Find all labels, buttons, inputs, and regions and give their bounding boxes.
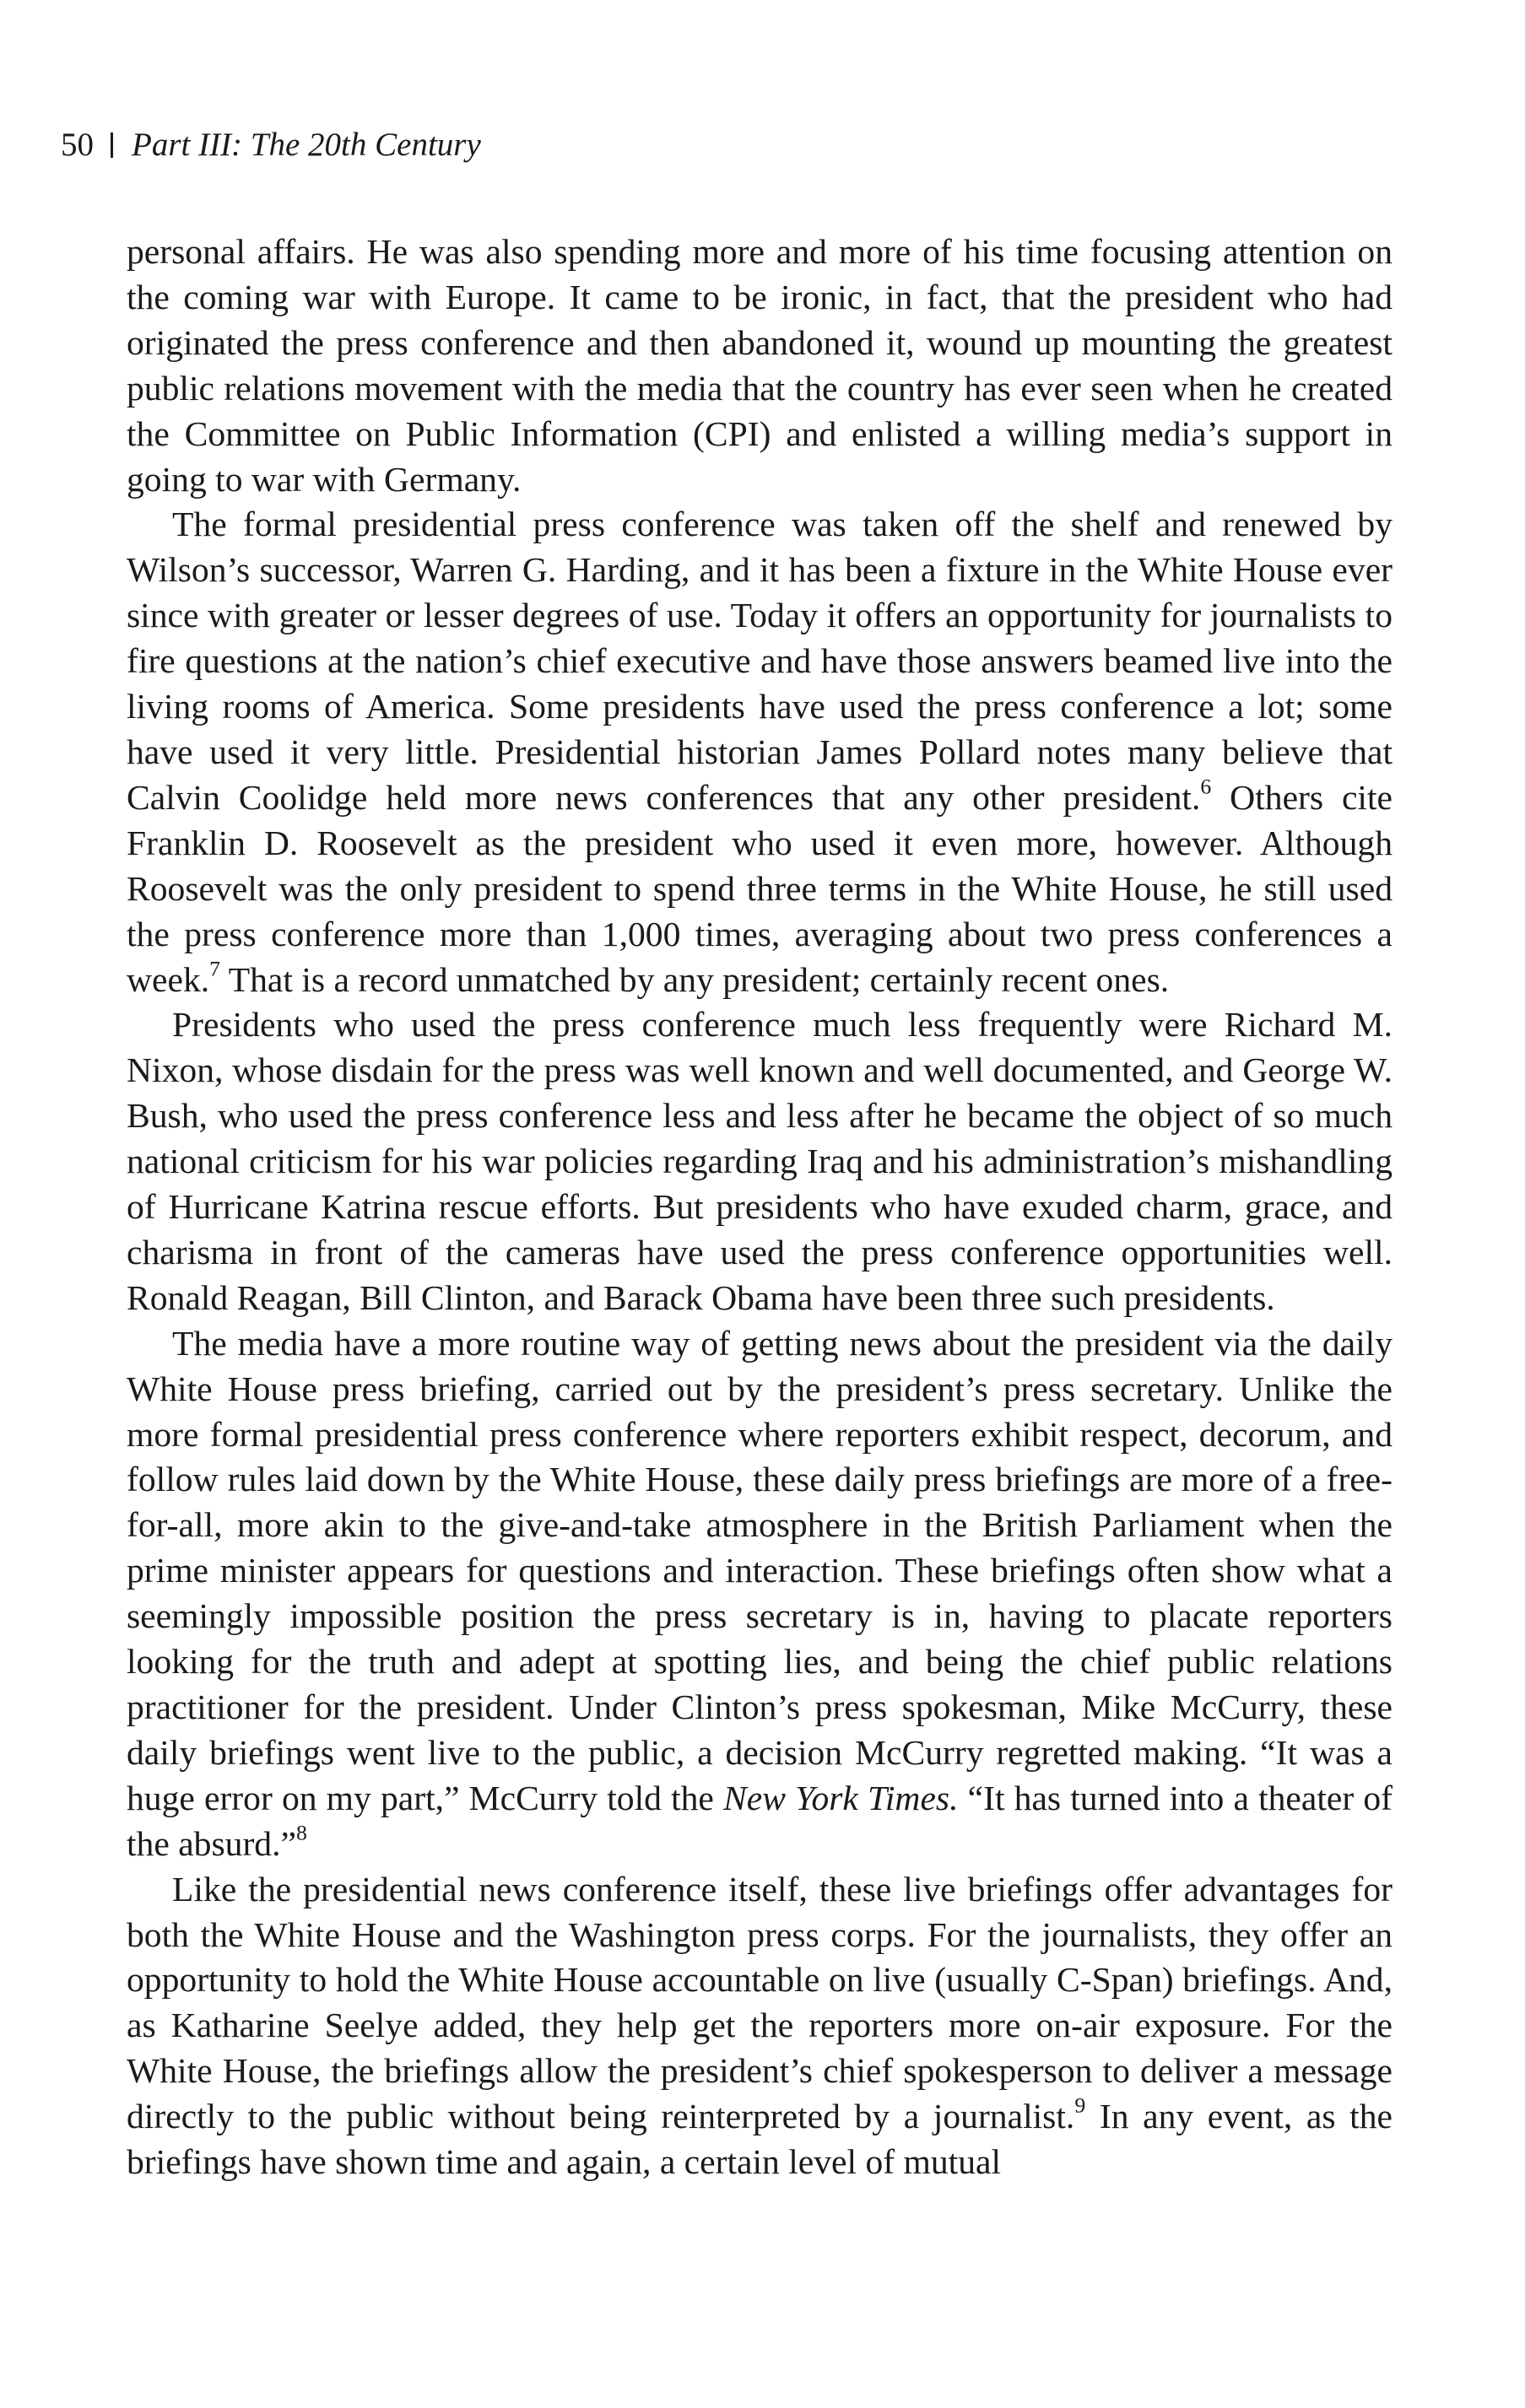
italic-text: New York Times. xyxy=(723,1778,959,1817)
text-segment: That is a record unmatched by any president; certainly recent ones. xyxy=(220,959,1170,999)
text-segment: “It has turned into a theater of the absurd.” xyxy=(127,1778,1393,1863)
body-text xyxy=(127,229,1393,2185)
paragraph xyxy=(127,1002,1393,1320)
footnote-ref: 6 xyxy=(1200,774,1212,799)
paragraph xyxy=(127,229,1393,502)
running-title: Part III: The 20th Century xyxy=(132,127,481,163)
text-segment: personal affairs. He was also spending more and more of his time focusing attention on the coming war with Europe. It came to be ironic, in fact, that the president who had originated the press conference and then abandoned it, wound up mounting the greatest public relations movement with the media that the country has ever seen when he created the Committee on Public Information (CPI) and enlisted a willing media’s support in going to war with Germany. xyxy=(127,232,1393,499)
paragraph xyxy=(127,1321,1393,1867)
paragraph xyxy=(127,1867,1393,2185)
text-segment: Like the presidential news conference itself, these live briefings offer advantages for both the White House and the Washington press corps. For the journalists, they offer an opportunity to hold the White House accountable on live (usually C-Span) briefings. And, as Katharine Seelye added, they help get the reporters more on-air exposure. For the White House, the briefings allow the president’s chief spokesperson to deliver a message directly to the public without being reinterpreted by a journalist. xyxy=(127,1869,1393,2136)
paragraph xyxy=(127,502,1393,1002)
footnote-ref: 8 xyxy=(295,1820,307,1845)
footnote-ref: 7 xyxy=(209,955,221,980)
text-segment: The media have a more routine way of getting news about the president via the daily White House press briefing, carried out by the president’s press secretary. Unlike the more formal presidential press conference where reporters exhibit respect, decorum, and follow rules laid down by the White House, these daily press briefings are more of a free-for-all, more akin to the give-and-take atmosphere in the British Parliament when the prime minister appears for questions and interaction. These briefings often show what a seemingly impossible position the press secretary is in, having to placate reporters looking for the truth and adept at spotting lies, and being the chief public relations practitioner for the president. Under Clinton’s press spokesman, Mike McCurry, these daily briefings went live to the public, a decision McCurry regretted making. “It was a huge error on my part,” McCurry told the xyxy=(127,1323,1393,1817)
text-segment: In any event, as the briefings have shown time and again, a certain level of mutual xyxy=(127,2097,1393,2182)
text-segment: The formal presidential press conference was taken off the shelf and renewed by Wilson’s successor, Warren G. Harding, and it has been a fixture in the White House ever since with greater or lesser degrees of use. Today it offers an opportunity for journalists to fire questions at the nation’s chief executive and have those answers beamed live into the living rooms of America. Some presidents have used the press conference a lot; some have used it very little. Presidential historian James Pollard notes many believe that Calvin Coolidge held more news conferences that any other president. xyxy=(127,505,1393,817)
text-segment: Others cite Franklin D. Roosevelt as the president who used it even more, however. Although Roosevelt was the only president to spend three terms in the White House, he still used the press conference more than 1,000 times, averaging about two press conferences a week. xyxy=(127,777,1393,999)
page-number: 50 xyxy=(61,127,94,163)
header-separator xyxy=(111,132,113,158)
text-segment: Presidents who used the press conference much less frequently were Richard M. Nixon, whose disdain for the press was well known and well documented, and George W. Bush, who used the press conference less and less after he became the object of so much national criticism for his war policies regarding Iraq and his administration’s mishandling of Hurricane Katrina rescue efforts. But presidents who have exuded charm, grace, and charisma in front of the cameras have used the press conference opportunities well. Ronald Reagan, Bill Clinton, and Barack Obama have been three such presidents. xyxy=(127,1005,1393,1317)
running-header xyxy=(61,125,481,165)
footnote-ref: 9 xyxy=(1074,2092,1086,2118)
